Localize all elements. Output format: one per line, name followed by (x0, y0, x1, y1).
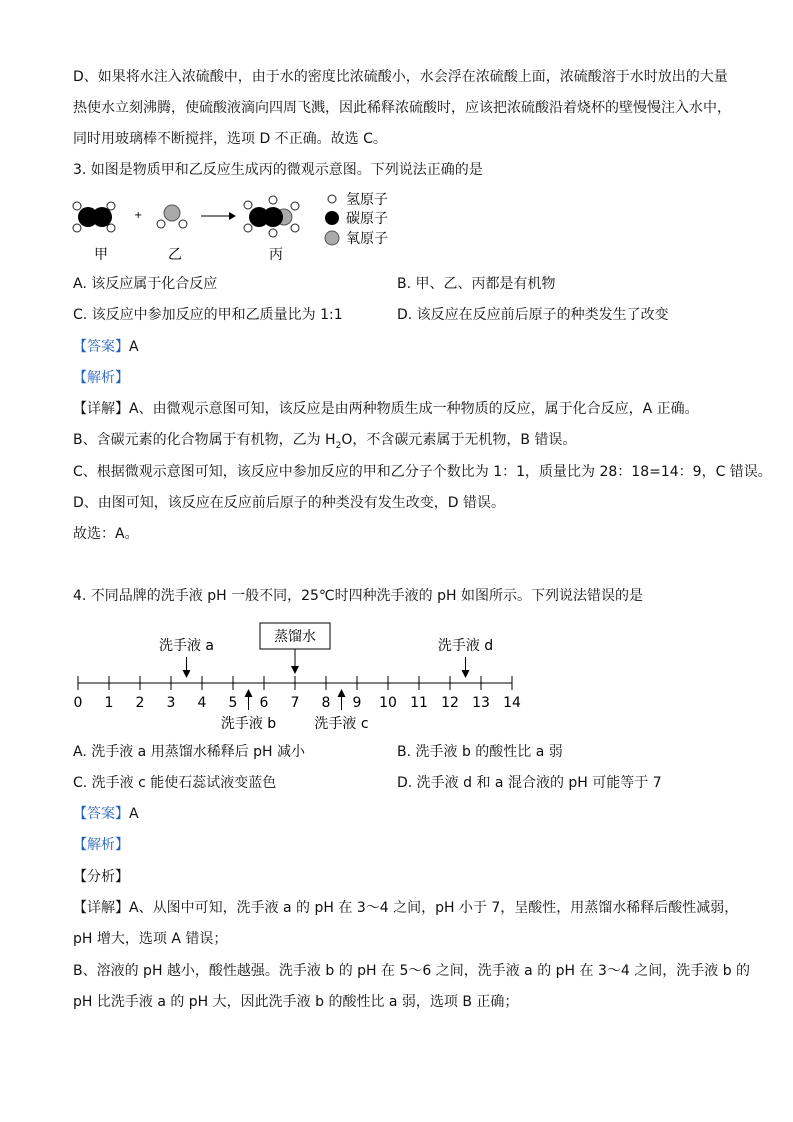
tick-label-0: 0 (73, 695, 83, 711)
legend-hydrogen-swatch (328, 195, 336, 203)
answer-value: A (129, 806, 139, 822)
tick-label-8: 8 (321, 695, 331, 711)
q4-option-a: A. 洗手液 a 用蒸馏水稀释后 pH 减小 (73, 744, 306, 760)
answer-value: A (129, 339, 139, 355)
q4-analysis-tag: 【解析】 (73, 837, 129, 853)
q3-option-a: A. 该反应属于化合反应 (73, 276, 218, 292)
tick-label-6: 6 (259, 695, 269, 711)
answer-tag: 【答案】 (73, 806, 129, 822)
q4-detail-1b: pH 增大，选项 A 错误； (73, 931, 228, 947)
marker-a (159, 637, 214, 678)
distilled-water-marker (260, 623, 330, 674)
q3-stem: 3. 如图是物质甲和乙反应生成丙的微观示意图。下列说法正确的是 (73, 162, 483, 178)
tick-label-12: 12 (441, 695, 459, 711)
label-d: 洗手液 d (437, 638, 494, 654)
q3-option-d: D. 该反应在反应前后原子的种类发生了改变 (397, 307, 669, 323)
q2-text-line3: 同时用玻璃棒不断搅拌，选项 D 不正确。故选 C。 (73, 131, 387, 147)
tick-label-2: 2 (135, 695, 145, 711)
molecule-jia (73, 202, 115, 232)
label-a: 洗手液 a (158, 638, 215, 654)
reaction-diagram (66, 190, 406, 270)
q4-detail-2a: B、溶液的 pH 越小，酸性越强。洗手液 b 的 pH 在 5～6 之间，洗手液 a 的 pH 在 3～4 之间，洗手液 b 的 (73, 963, 751, 979)
q3-detail-4: D、由图可知，该反应在反应前后原子的种类没有发生改变，D 错误。 (73, 495, 506, 511)
legend-carbon: 碳原子 (346, 211, 388, 227)
legend-oxygen-swatch (325, 231, 339, 245)
legend-oxygen: 氧原子 (346, 231, 388, 247)
q4-option-c: C. 洗手液 c 能使石蕊试液变蓝色 (73, 775, 277, 791)
q4-option-d: D. 洗手液 d 和 a 混合液的 pH 可能等于 7 (397, 775, 662, 791)
q3-detail-3: C、根据微观示意图可知，该反应中参加反应的甲和乙分子个数比为 1：1，质量比为 28：18=14：9，C 错误。 (73, 464, 772, 480)
ph-number-line (60, 615, 530, 740)
q3-option-c: C. 该反应中参加反应的甲和乙质量比为 1:1 (73, 307, 343, 323)
q4-detail-2b: pH 比洗手液 a 的 pH 大，因此洗手液 b 的酸性比 a 弱，选项 B 正确； (73, 994, 519, 1010)
label-jia: 甲 (94, 247, 108, 263)
tick-label-4: 4 (197, 695, 207, 711)
q3-option-b: B. 甲、乙、丙都是有机物 (397, 276, 556, 292)
tick-label-3: 3 (166, 695, 176, 711)
label-bing: 丙 (269, 247, 283, 263)
q4-answer-line (73, 804, 139, 824)
tick-label-5: 5 (228, 695, 238, 711)
marker-d (438, 637, 493, 678)
q4-detail-1a: 【详解】A、从图中可知，洗手液 a 的 pH 在 3～4 之间，pH 小于 7，呈酸性，用蒸馏水稀释后酸性减弱， (73, 900, 739, 916)
answer-tag: 【答案】 (73, 339, 129, 355)
legend-carbon-swatch (325, 211, 339, 225)
label-c: 洗手液 c (314, 716, 369, 732)
tick-label-1: 1 (104, 695, 114, 711)
tick-label-11: 11 (410, 695, 428, 711)
molecule-bing (244, 196, 299, 237)
legend-hydrogen: 氢原子 (346, 192, 388, 208)
label-b: 洗手液 b (220, 716, 277, 732)
tick-label-10: 10 (379, 695, 397, 711)
q4-option-b: B. 洗手液 b 的酸性比 a 弱 (397, 744, 563, 760)
plus-sign: + (134, 210, 143, 221)
tick-label-13: 13 (472, 695, 490, 711)
q2-text-line2: 热使水立刻沸腾，使硫酸液滴向四周飞溅，因此稀释浓硫酸时，应该把浓硫酸沿着烧杯的壁慢慢注入水中， (73, 100, 731, 116)
distilled-water-label: 蒸馏水 (274, 629, 316, 645)
q3-answer-line (73, 337, 139, 357)
tick-label-7: 7 (290, 695, 300, 711)
reaction-arrow (201, 212, 236, 220)
q4-stem: 4. 不同品牌的洗手液 pH 一般不同，25℃时四种洗手液的 pH 如图所示。下列说法错误的是 (73, 588, 643, 604)
q3-detail-1: 【详解】A、由微观示意图可知，该反应是由两种物质生成一种物质的反应，属于化合反应，A 正确。 (73, 401, 699, 417)
q3-analysis-tag: 【解析】 (73, 370, 129, 386)
q3-conclusion: 故选：A。 (73, 526, 139, 542)
q4-fenxi-tag: 【分析】 (73, 869, 129, 885)
molecule-yi (157, 205, 187, 228)
legend (325, 192, 388, 247)
q3-detail-2: B、含碳元素的化合物属于有机物，乙为 $H_2O$，不含碳元素属于无机物，B 错误。 (73, 432, 577, 451)
label-yi: 乙 (168, 247, 182, 263)
tick-label-14: 14 (503, 695, 521, 711)
q2-text-line1: D、如果将水注入浓硫酸中，由于水的密度比浓硫酸小，水会浮在浓硫酸上面，浓硫酸溶于水时放出的大量 (73, 69, 728, 85)
tick-label-9: 9 (352, 695, 362, 711)
